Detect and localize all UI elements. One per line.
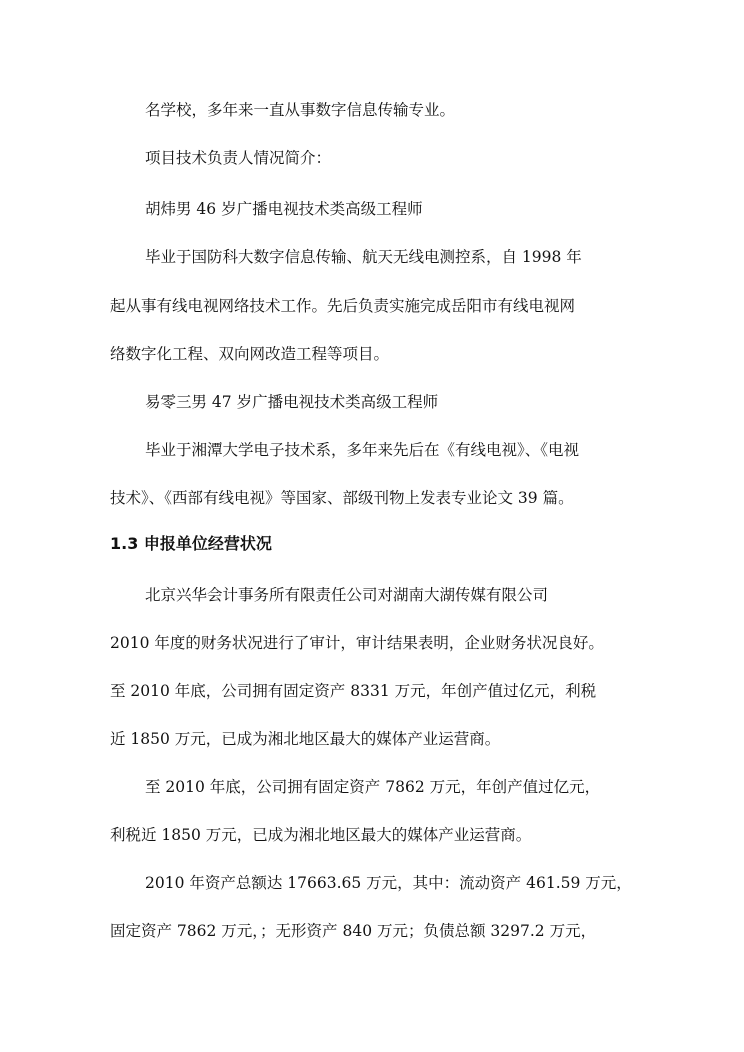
paragraph-line: 近 1850 万元，已成为湘北地区最大的媒体产业运营商。	[110, 730, 501, 748]
paragraph-line: 至 2010 年底，公司拥有固定资产 8331 万元，年创产值过亿元，利税	[110, 682, 597, 700]
paragraph-line: 名学校，多年来一直从事数字信息传输专业。	[145, 101, 456, 119]
section-heading: 1.3 申报单位经营状况	[110, 534, 272, 553]
paragraph-line: 项目技术负责人情况简介：	[145, 149, 332, 167]
paragraph-line: 胡炜男 46 岁广播电视技术类高级工程师	[145, 200, 423, 218]
paragraph-line: 至 2010 年底，公司拥有固定资产 7862 万元，年创产值过亿元，	[145, 778, 601, 796]
paragraph-line: 技术》、《西部有线电视》等国家、部级刊物上发表专业论文 39 篇。	[110, 489, 574, 507]
paragraph-line: 易零三男 47 岁广播电视技术类高级工程师	[145, 393, 439, 411]
paragraph-line: 起从事有线电视网络技术工作。先后负责实施完成岳阳市有线电视网	[110, 297, 576, 315]
paragraph-line: 毕业于国防科大数字信息传输、航天无线电测控系，自 1998 年	[145, 248, 582, 266]
paragraph-line: 2010 年度的财务状况进行了审计，审计结果表明，企业财务状况良好。	[110, 634, 604, 652]
paragraph-line: 北京兴华会计事务所有限责任公司对湖南大湖传媒有限公司	[145, 586, 549, 604]
paragraph-line: 络数字化工程、双向网改造工程等项目。	[110, 345, 390, 363]
paragraph-line: 毕业于湘潭大学电子技术系，多年来先后在《有线电视》、《电视	[145, 441, 580, 459]
paragraph-line: 2010 年资产总额达 17663.65 万元，其中：流动资产 461.59 万元，	[145, 874, 632, 892]
paragraph-line: 利税近 1850 万元，已成为湘北地区最大的媒体产业运营商。	[110, 826, 532, 844]
paragraph-line: 固定资产 7862 万元，；无形资产 840 万元；负债总额 3297.2 万元，	[110, 922, 597, 940]
